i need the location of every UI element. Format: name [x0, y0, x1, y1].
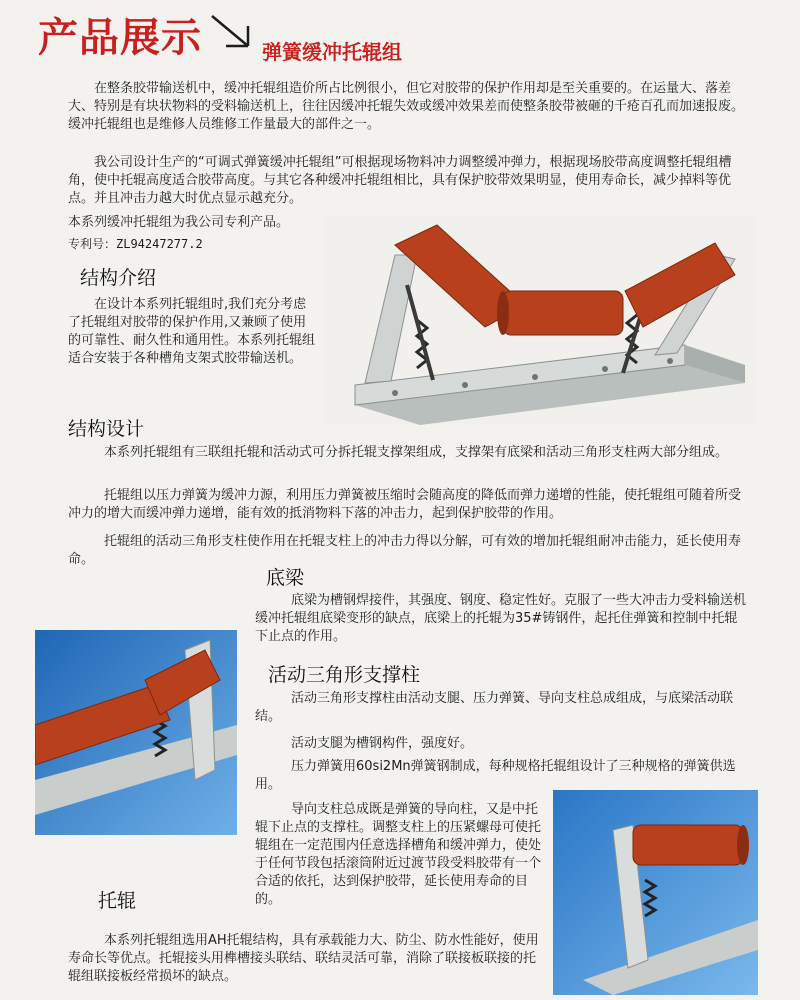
structure-design-paragraph-2: 托辊组以压力弹簧为缓冲力源，利用压力弹簧被压缩时会随高度的降低而弹力递增的性能，使托辊组可随着所受冲力的增大而缓冲弹力递增，能有效的抵消物料下落的冲击力，起到保护胶带的作用。 [68, 488, 742, 521]
arrow-down-right-icon [208, 12, 254, 52]
base-beam-paragraph: 底梁为槽钢焊接件，其强度、钢度、稳定性好。克服了一些大冲击力受料输送机缓冲托辊组底梁变形的缺点，底梁上的托辊为35#铸钢件，起托住弹簧和控制中托辊下止点的作用。 [255, 593, 747, 644]
intro-paragraph-2: 我公司设计生产的“可调式弹簧缓冲托辊组”可根据现场物料冲力调整缓冲弹力，根据现场胶带高度调整托辊组槽角，使中托辊高度适合胶带高度。与其它各种缓冲托辊组相比，具有保护胶带效果明显，使用寿命长，减少掉料等优点。并且冲击力越大时优点显示越充分。 [68, 155, 732, 206]
page-subtitle: 弹簧缓冲托辊组 [262, 40, 402, 64]
intro-paragraph-3: 本系列缓冲托辊组为我公司专利产品。 [68, 215, 290, 230]
structure-design-paragraph-1: 本系列托辊组有三联组托辊和活动式可分拆托辊支撑架组成，支撑架有底梁和活动三角形支柱两大部分组成。 [104, 445, 729, 460]
intro-paragraph-1: 在整条胶带输送机中，缓冲托辊组造价所占比例很小，但它对胶带的保护作用却是至关重要的。在运量大、落差大、特别是有块状物料的受料输送机上，往往因缓冲托辊失效或缓冲效果差而使整条胶带被砸的千疮百孔而加速报废。缓冲托辊组也是维修人员维修工作量最大的部件之一。 [68, 81, 745, 132]
triangle-paragraph-4: 导向支柱总成既是弹簧的导向柱，又是中托辊下止点的支撑柱。调整支柱上的压紧螺母可使托辊组在一定范围内任意选择槽角和缓冲弹力，使处于任何节段包括滚筒附近过渡节段受料胶带有一个合适的依托，达到保护胶带，延长使用寿命的目的。 [255, 802, 542, 907]
triangle-paragraph-1: 活动三角形支撑柱由活动支腿、压力弹簧、导向支柱总成组成，与底梁活动联结。 [255, 691, 734, 724]
structure-intro-paragraph: 在设计本系列托辊组时,我们充分考虑了托辊组对胶带的保护作用,又兼顾了使用的可靠性、耐久性和通用性。本系列托辊组适合安装于各种槽角支架式胶带输送机。 [68, 297, 316, 366]
base-beam-heading: 底梁 [266, 567, 305, 589]
product-photo-main [325, 215, 755, 425]
page-title: 产品展示 [38, 14, 202, 61]
structure-design-paragraph-3: 托辊组的活动三角形支柱使作用在托辊支柱上的冲击力得以分解，可有效的增加托辊组耐冲击能力，延长使用寿命。 [68, 534, 742, 567]
roller-paragraph: 本系列托辊组选用AH托辊结构，具有承载能力大、防尘、防水性能好，使用寿命长等优点。托辊接头用榫槽接头联结、联结灵活可靠，消除了联接板联接的托辊组联接板经常损坏的缺点。 [68, 933, 539, 984]
roller-heading: 托辊 [98, 890, 137, 912]
structure-intro-heading: 结构介绍 [80, 267, 157, 289]
triangle-paragraph-2: 活动支腿为槽钢构件，强度好。 [291, 736, 474, 751]
triangle-support-heading: 活动三角形支撑柱 [268, 664, 421, 686]
structure-design-heading: 结构设计 [68, 418, 145, 440]
product-photo-left [35, 630, 237, 835]
patent-number: 专利号：ZL94247277.2 [68, 237, 203, 251]
triangle-paragraph-3: 压力弹簧用60si2Mn弹簧钢制成，每种规格托辊组设计了三种规格的弹簧供选用。 [255, 759, 736, 792]
product-photo-right [553, 790, 758, 995]
